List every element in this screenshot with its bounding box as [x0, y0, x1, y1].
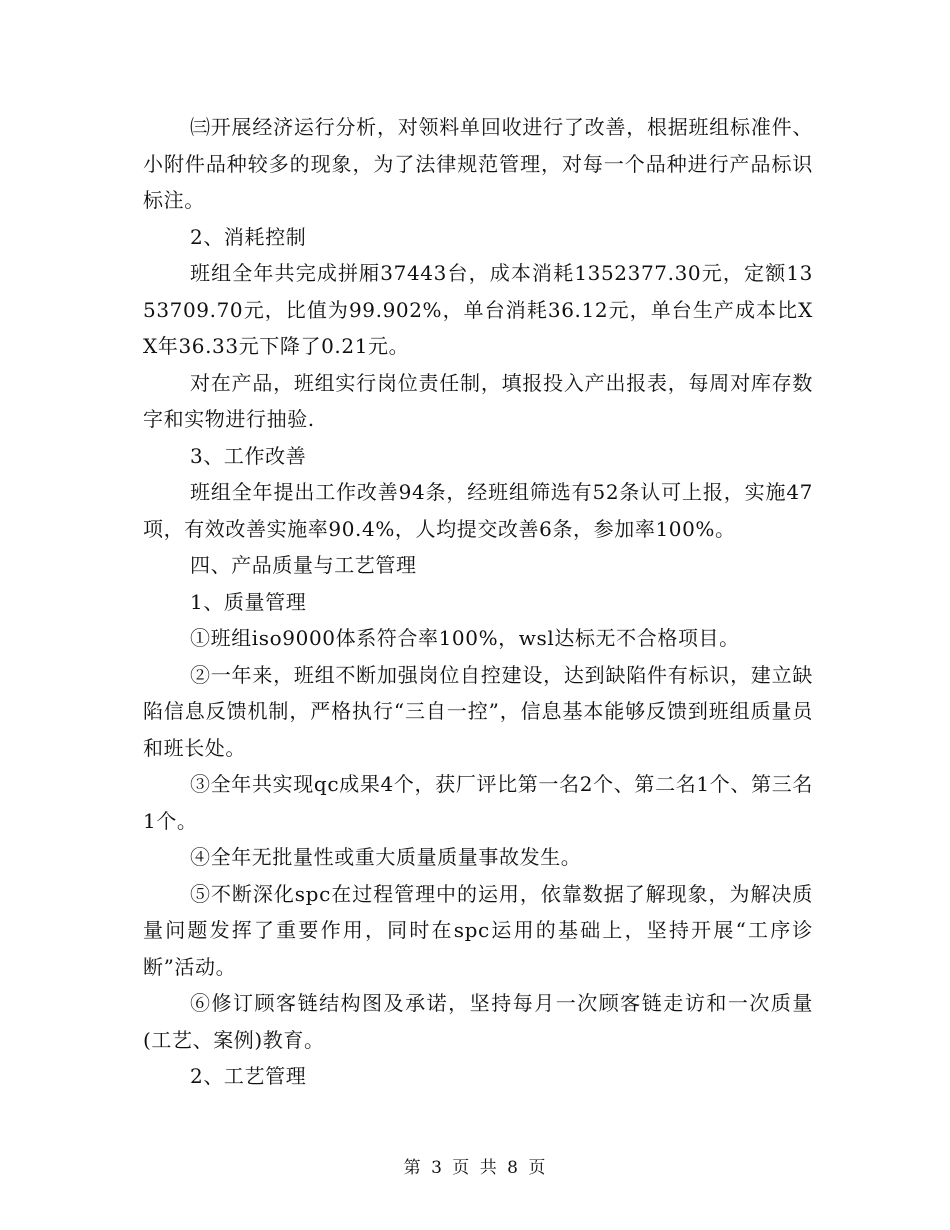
heading-work-improvement: 3、工作改善: [190, 443, 307, 468]
list-item-quality-1: ①班组iso9000体系符合率100%，wsl达标无不合格项目。: [190, 626, 740, 650]
paragraph-consumption-figures: 班组全年共完成拼厢37443台，成本消耗1352377.30元，定额1353709.70元，比值为99.902%，单台消耗36.12元，单台生产成本比XX年36.33元下降了0.21元。: [143, 261, 813, 358]
paragraph-improvement-figures: 班组全年提出工作改善94条，经班组筛选有52条认可上报，实施47项，有效改善实施率90.4%，人均提交改善6条，参加率100%。: [143, 480, 813, 541]
heading-process-management: 2、工艺管理: [190, 1064, 307, 1088]
list-item-quality-2: ②一年来，班组不断加强岗位自控建设，达到缺陷件有标识，建立缺陷信息反馈机制，严格执行“三自一控”，信息基本能够反馈到班组质量员和班长处。: [143, 662, 813, 760]
list-item-quality-6: ⑥修订顾客链结构图及承诺，坚持每月一次顾客链走访和一次质量(工艺、案例)教育。: [143, 991, 813, 1052]
list-item-quality-3: ③全年共实现qc成果4个，获厂评比第一名2个、第二名1个、第三名1个。: [143, 772, 813, 833]
heading-consumption-control: 2、消耗控制: [190, 224, 307, 249]
document-body: [143, 109, 813, 1095]
paragraph-inventory-labeling: ㈢开展经济运行分析，对领料单回收进行了改善，根据班组标准件、小附件品种较多的现象，为了法律规范管理，对每一个品种进行产品标识标注。: [143, 115, 813, 212]
list-item-quality-4: ④全年无批量性或重大质量质量事故发生。: [190, 845, 582, 869]
heading-quality-and-process: 四、产品质量与工艺管理: [190, 553, 417, 577]
list-item-quality-5: ⑤不断深化spc在过程管理中的运用，依靠数据了解现象，为解决质量问题发挥了重要作用，同时在spc运用的基础上，坚持开展“工序诊断”活动。: [143, 881, 813, 979]
page-footer: 第 3 页 共 8 页: [403, 1158, 547, 1178]
paragraph-work-in-progress: 对在产品，班组实行岗位责任制，填报投入产出报表，每周对库存数字和实物进行抽验.: [143, 370, 813, 431]
heading-quality-management: 1、质量管理: [190, 589, 307, 614]
